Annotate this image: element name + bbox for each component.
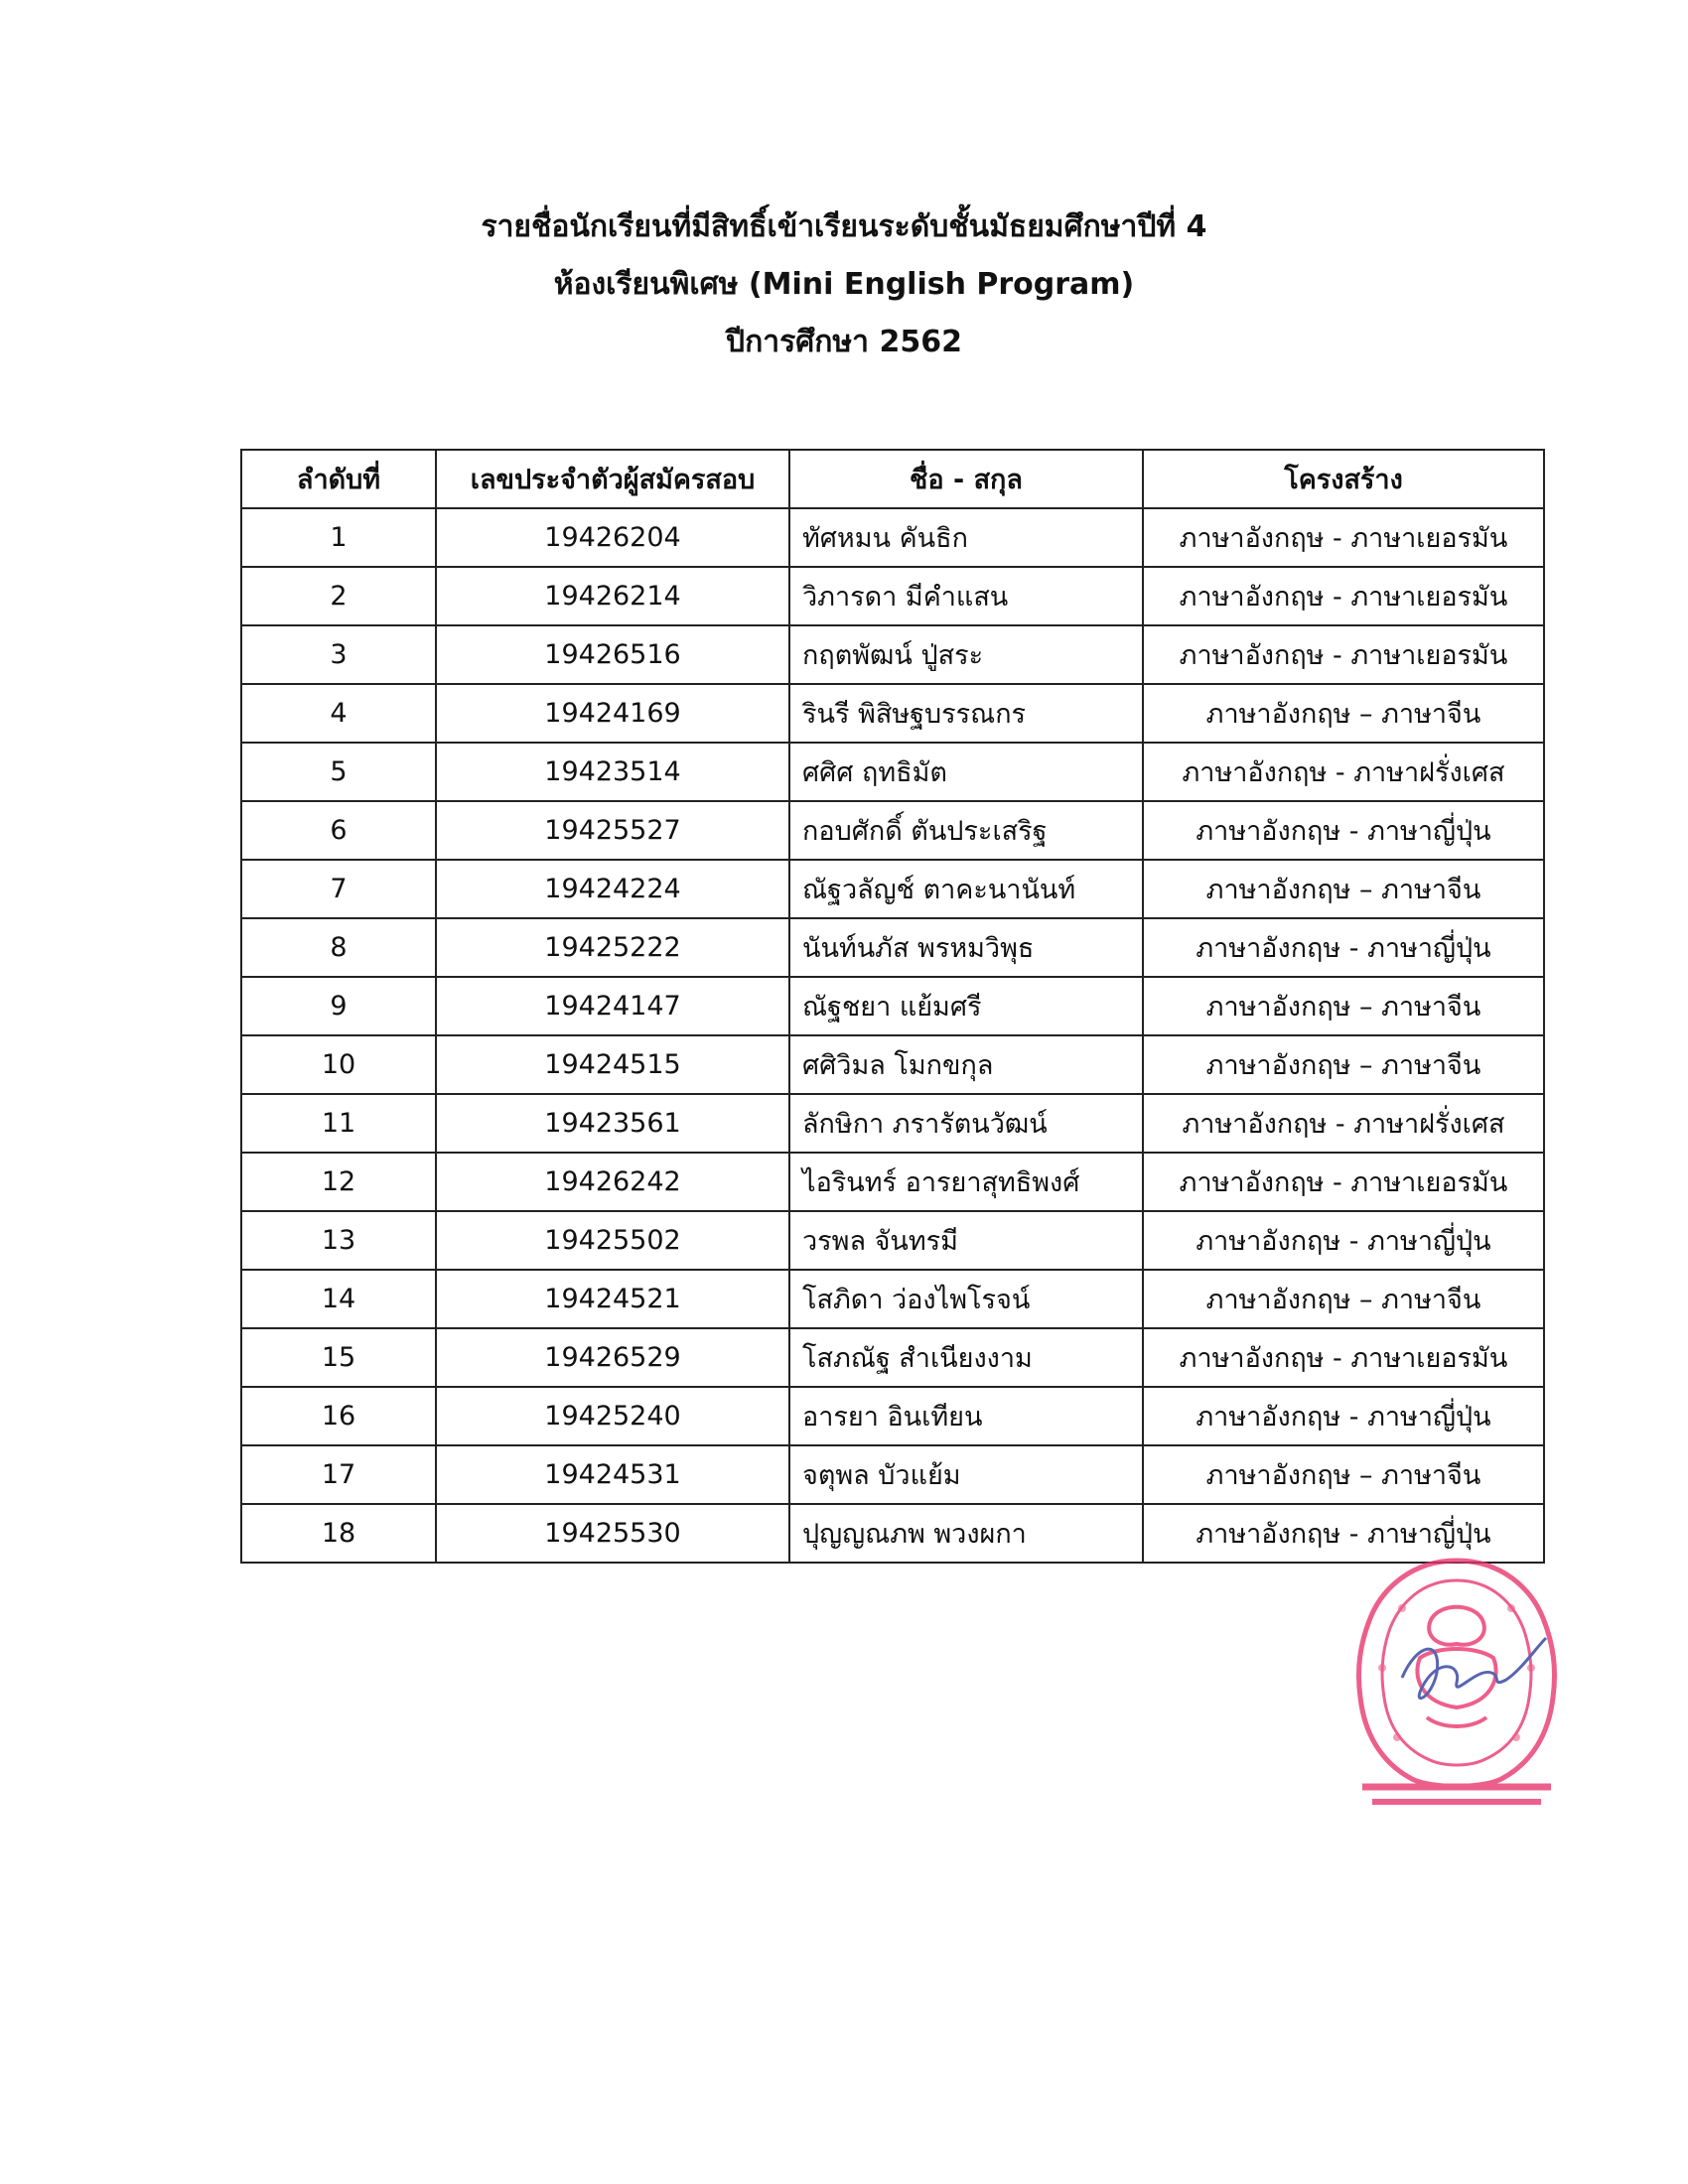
cell-order: 18 (241, 1504, 436, 1563)
cell-full-name: วิภารดา มีคำแสน (789, 567, 1143, 625)
cell-full-name: โสภณัฐ สำเนียงงาม (789, 1328, 1143, 1387)
header-applicant-id: เลขประจำตัวผู้สมัครสอบ (436, 450, 789, 508)
cell-study-plan: ภาษาอังกฤษ - ภาษาเยอรมัน (1143, 625, 1544, 684)
table-row (241, 1211, 1544, 1270)
cell-order: 15 (241, 1328, 436, 1387)
cell-order: 14 (241, 1270, 436, 1328)
table-row (241, 567, 1544, 625)
cell-order: 2 (241, 567, 436, 625)
heading-academic-year: ปีการศึกษา 2562 (726, 325, 962, 359)
cell-study-plan: ภาษาอังกฤษ - ภาษาเยอรมัน (1143, 1153, 1544, 1211)
cell-applicant-id: 19424169 (436, 684, 789, 743)
table-row (241, 508, 1544, 567)
table-row (241, 977, 1544, 1035)
cell-order: 4 (241, 684, 436, 743)
school-seal-stamp (1342, 1549, 1571, 1817)
cell-study-plan: ภาษาอังกฤษ - ภาษาเยอรมัน (1143, 567, 1544, 625)
table-row (241, 743, 1544, 801)
cell-full-name: กอบศักดิ์ ตันประเสริฐ (789, 801, 1143, 860)
cell-order: 16 (241, 1387, 436, 1445)
document-heading (0, 199, 1688, 371)
cell-full-name: รินรี พิสิษฐบรรณกร (789, 684, 1143, 743)
cell-full-name: ลักษิกา ภรารัตนวัฒน์ (789, 1094, 1143, 1153)
cell-order: 5 (241, 743, 436, 801)
table-row (241, 684, 1544, 743)
cell-full-name: ณัฐวลัญช์ ตาคะนานันท์ (789, 860, 1143, 918)
table-header-row (241, 450, 1544, 508)
table-row (241, 1387, 1544, 1445)
cell-study-plan: ภาษาอังกฤษ - ภาษาฝรั่งเศส (1143, 1094, 1544, 1153)
cell-applicant-id: 19424147 (436, 977, 789, 1035)
cell-full-name: ณัฐชยา แย้มศรี (789, 977, 1143, 1035)
cell-applicant-id: 19424515 (436, 1035, 789, 1094)
cell-full-name: อารยา อินเทียน (789, 1387, 1143, 1445)
cell-applicant-id: 19425502 (436, 1211, 789, 1270)
cell-study-plan: ภาษาอังกฤษ - ภาษาเยอรมัน (1143, 508, 1544, 567)
cell-full-name: นันท์นภัส พรหมวิพุธ (789, 918, 1143, 977)
heading-program: ห้องเรียนพิเศษ (Mini English Program) (553, 267, 1135, 302)
cell-study-plan: ภาษาอังกฤษ – ภาษาจีน (1143, 1035, 1544, 1094)
cell-study-plan: ภาษาอังกฤษ - ภาษาญี่ปุ่น (1143, 801, 1544, 860)
cell-order: 1 (241, 508, 436, 567)
cell-full-name: ศศิวิมล โมกขกุล (789, 1035, 1143, 1094)
cell-order: 6 (241, 801, 436, 860)
cell-applicant-id: 19424224 (436, 860, 789, 918)
cell-study-plan: ภาษาอังกฤษ - ภาษาญี่ปุ่น (1143, 1211, 1544, 1270)
cell-study-plan: ภาษาอังกฤษ - ภาษาญี่ปุ่น (1143, 918, 1544, 977)
table-row (241, 860, 1544, 918)
table-row (241, 1445, 1544, 1504)
table-body (241, 508, 1544, 1563)
table-row (241, 625, 1544, 684)
cell-applicant-id: 19424531 (436, 1445, 789, 1504)
cell-order: 10 (241, 1035, 436, 1094)
table-row (241, 1153, 1544, 1211)
cell-full-name: ปุญญณภพ พวงผกา (789, 1504, 1143, 1563)
table-row (241, 801, 1544, 860)
table-row (241, 1270, 1544, 1328)
cell-order: 9 (241, 977, 436, 1035)
heading-title: รายชื่อนักเรียนที่มีสิทธิ์เข้าเรียนระดับชั้นมัธยมศึกษาปีที่ 4 (481, 209, 1207, 244)
cell-order: 11 (241, 1094, 436, 1153)
cell-order: 12 (241, 1153, 436, 1211)
header-full-name: ชื่อ - สกุล (789, 450, 1143, 508)
header-order: ลำดับที่ (241, 450, 436, 508)
cell-study-plan: ภาษาอังกฤษ – ภาษาจีน (1143, 977, 1544, 1035)
cell-order: 8 (241, 918, 436, 977)
cell-full-name: ไอรินทร์ อารยาสุทธิพงศ์ (789, 1153, 1143, 1211)
cell-applicant-id: 19423514 (436, 743, 789, 801)
cell-applicant-id: 19425222 (436, 918, 789, 977)
cell-full-name: ทัศหมน คันธิก (789, 508, 1143, 567)
cell-full-name: จตุพล บัวแย้ม (789, 1445, 1143, 1504)
cell-applicant-id: 19424521 (436, 1270, 789, 1328)
cell-applicant-id: 19426516 (436, 625, 789, 684)
cell-study-plan: ภาษาอังกฤษ - ภาษาฝรั่งเศส (1143, 743, 1544, 801)
cell-applicant-id: 19423561 (436, 1094, 789, 1153)
cell-order: 7 (241, 860, 436, 918)
header-study-plan: โครงสร้าง (1143, 450, 1544, 508)
cell-order: 3 (241, 625, 436, 684)
cell-full-name: กฤตพัฒน์ ปู่สระ (789, 625, 1143, 684)
cell-study-plan: ภาษาอังกฤษ – ภาษาจีน (1143, 1270, 1544, 1328)
student-roster-table (240, 449, 1545, 1564)
table-row (241, 1328, 1544, 1387)
cell-full-name: ศศิศ ฤทธิมัต (789, 743, 1143, 801)
cell-applicant-id: 19425527 (436, 801, 789, 860)
table-row (241, 1035, 1544, 1094)
cell-study-plan: ภาษาอังกฤษ - ภาษาญี่ปุ่น (1143, 1387, 1544, 1445)
table-row (241, 918, 1544, 977)
cell-applicant-id: 19425530 (436, 1504, 789, 1563)
cell-full-name: โสภิดา ว่องไพโรจน์ (789, 1270, 1143, 1328)
cell-order: 17 (241, 1445, 436, 1504)
cell-order: 13 (241, 1211, 436, 1270)
cell-applicant-id: 19426204 (436, 508, 789, 567)
cell-full-name: วรพล จันทรมี (789, 1211, 1143, 1270)
table-row (241, 1094, 1544, 1153)
cell-study-plan: ภาษาอังกฤษ – ภาษาจีน (1143, 1445, 1544, 1504)
cell-study-plan: ภาษาอังกฤษ – ภาษาจีน (1143, 684, 1544, 743)
cell-applicant-id: 19426214 (436, 567, 789, 625)
cell-study-plan: ภาษาอังกฤษ - ภาษาเยอรมัน (1143, 1328, 1544, 1387)
cell-applicant-id: 19426242 (436, 1153, 789, 1211)
cell-study-plan: ภาษาอังกฤษ - ภาษาญี่ปุ่น (1143, 1504, 1544, 1563)
cell-applicant-id: 19426529 (436, 1328, 789, 1387)
cell-applicant-id: 19425240 (436, 1387, 789, 1445)
cell-study-plan: ภาษาอังกฤษ – ภาษาจีน (1143, 860, 1544, 918)
